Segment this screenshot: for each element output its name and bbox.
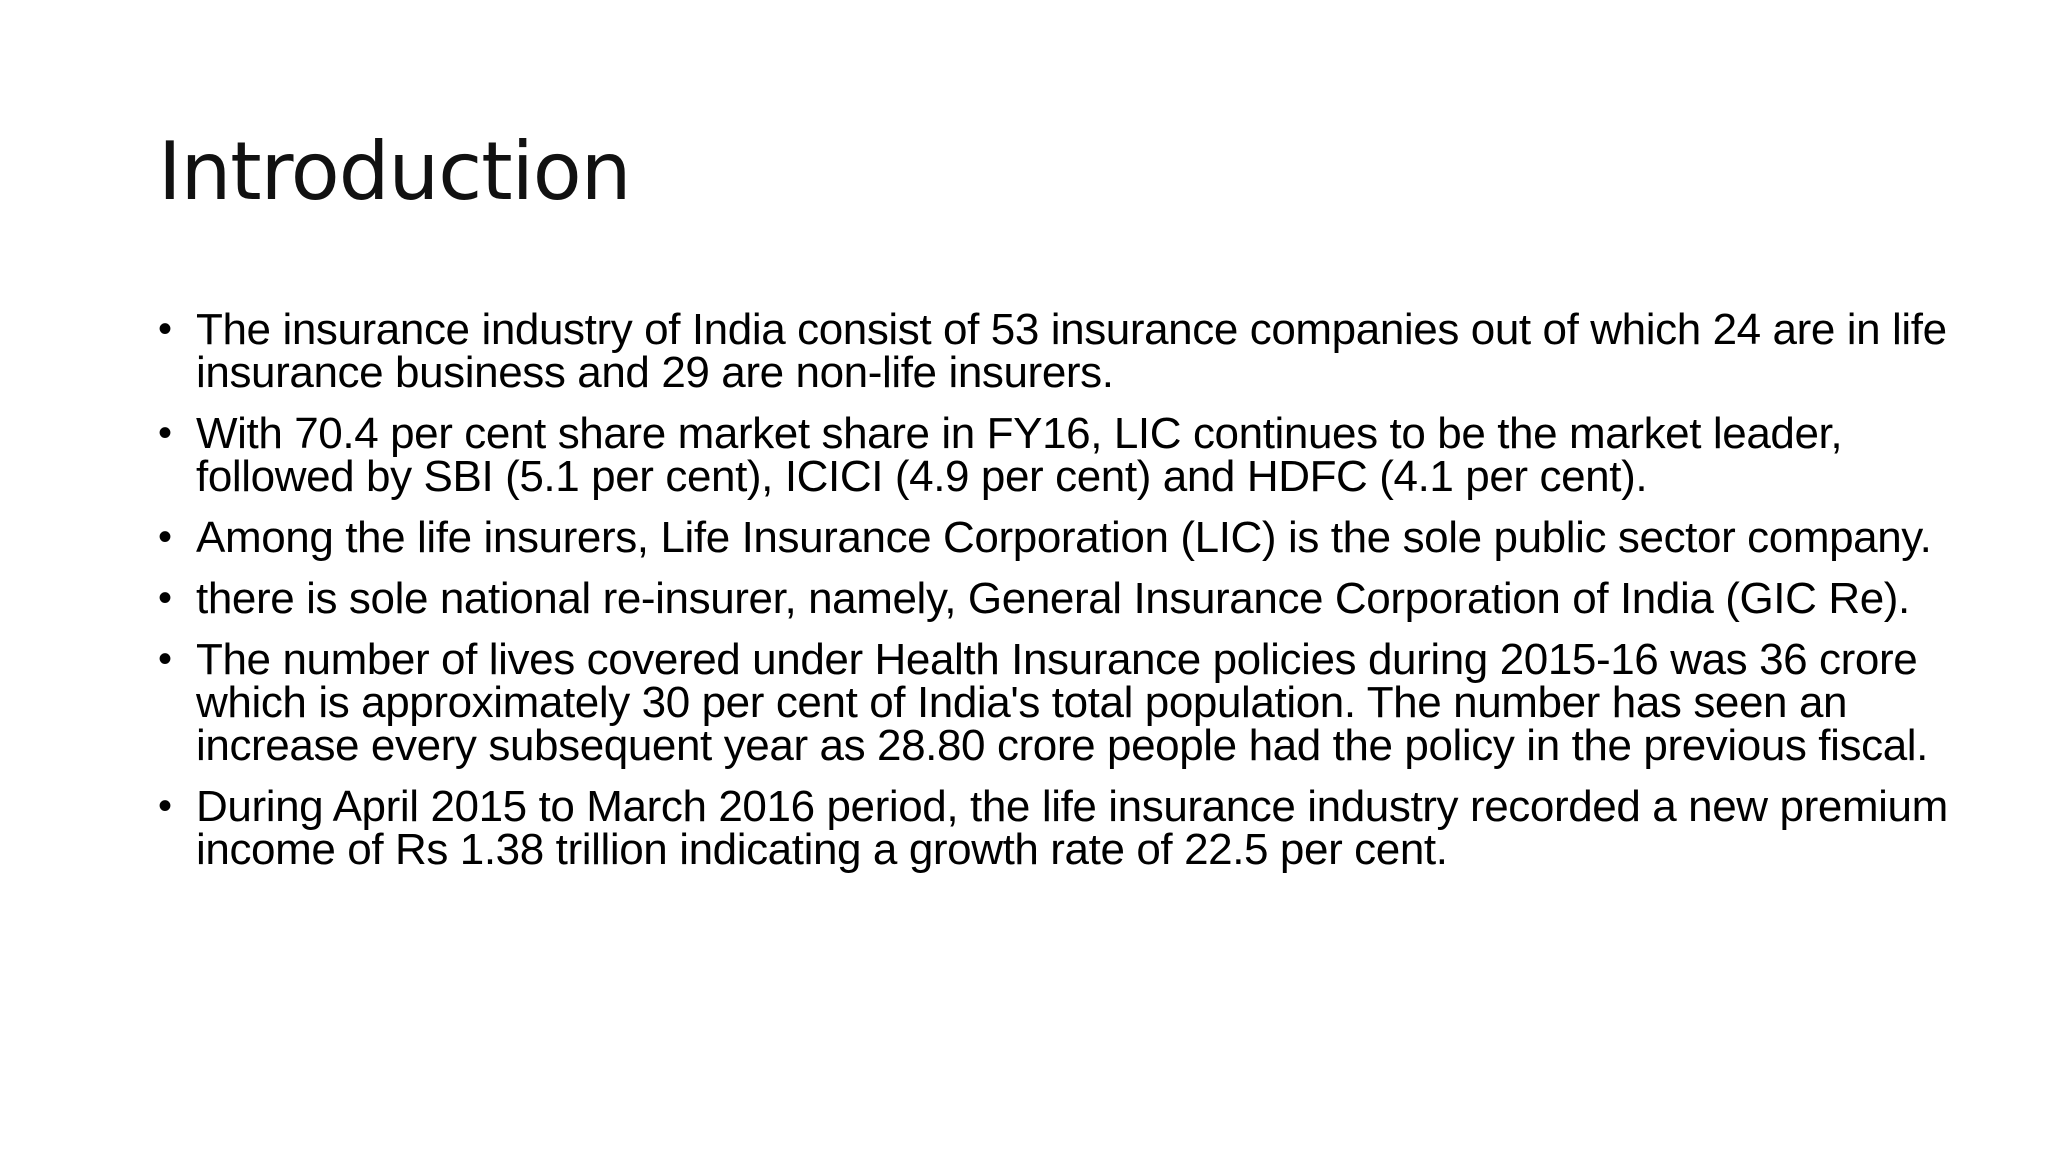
bullet-list bbox=[158, 305, 1958, 889]
bullet-dot-icon: • bbox=[158, 576, 172, 620]
bullet-text: The insurance industry of India consist of 53 insurance companies out of which 24 are in life insurance business and 29 are non-life insurers. bbox=[196, 305, 1947, 397]
bullet-text: Among the life insurers, Life Insurance Corporation (LIC) is the sole public sector company. bbox=[196, 513, 1932, 562]
bullet-text: During April 2015 to March 2016 period, the life insurance industry recorded a new premium income of Rs 1.38 trillion indicating a growth rate of 22.5 per cent. bbox=[196, 782, 1948, 874]
bullet-item bbox=[158, 513, 1958, 562]
bullet-dot-icon: • bbox=[158, 515, 172, 559]
bullet-item bbox=[158, 782, 1958, 874]
bullet-item bbox=[158, 305, 1958, 397]
bullet-text: The number of lives covered under Health Insurance policies during 2015-16 was 36 crore which is approximately 30 per cent of India's total population. The number has seen an increase every subsequent year as 28.80 crore people had the policy in the previous fiscal. bbox=[196, 635, 1928, 770]
bullet-text: there is sole national re-insurer, namely, General Insurance Corporation of India (GIC Re). bbox=[196, 574, 1910, 623]
bullet-item bbox=[158, 574, 1958, 623]
bullet-dot-icon: • bbox=[158, 784, 172, 828]
bullet-dot-icon: • bbox=[158, 307, 172, 351]
bullet-item bbox=[158, 409, 1958, 501]
bullet-dot-icon: • bbox=[158, 411, 172, 455]
slide-title: Introduction bbox=[158, 125, 631, 218]
bullet-item bbox=[158, 635, 1958, 770]
bullet-text: With 70.4 per cent share market share in FY16, LIC continues to be the market leader, followed by SBI (5.1 per cent), ICICI (4.9 per cent) and HDFC (4.1 per cent). bbox=[196, 409, 1843, 501]
bullet-dot-icon: • bbox=[158, 637, 172, 681]
